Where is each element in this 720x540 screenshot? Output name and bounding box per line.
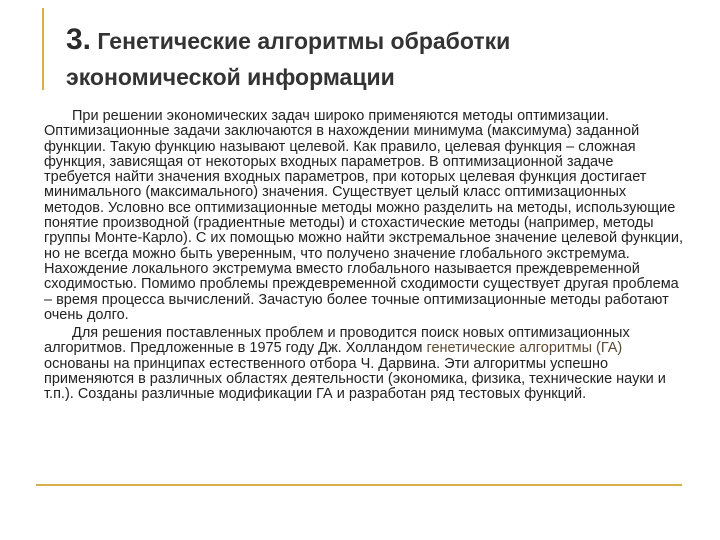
- bottom-accent-line: [36, 484, 682, 486]
- paragraph-1: При решении экономических задач широко применяются методы оптимизации. Оптимизационные задачи заключаются в нахождении минимума (максимума) заданной функции. Такую функцию называют целевой. Как правило, целевая функция – сложная функция, зависящая от некоторых входных параметров. В оптимизационной задаче требуется найти значения входных параметров, при которых целевая функция достигает минимального (максимального) значения. Существует целый класс оптимизационных методов. Условно все оптимизационные методы можно разделить на методы, использующие понятие производной (градиентные методы) и стохастические методы (например, методы группы Монте-Карло). С их помощью можно найти экстремальное значение целевой функции, но не всегда можно быть уверенным, что получено значение глобального экстремума. Нахождение локального экстремума вместо глобального называется преждевременной сходимостью. Помимо проблемы преждевременной сходимости существует другая проблема – время процесса вычислений. Зачастую более точные оптимизационные методы работают очень долго.: [44, 108, 683, 323]
- title-accent-vertical-line: [42, 8, 44, 90]
- slide-body: [44, 109, 684, 403]
- paragraph-2-highlight: генетические алгоритмы (ГА): [426, 340, 623, 357]
- title-number: 3.: [66, 23, 92, 56]
- title-text: Генетические алгоритмы обработки экономической информации: [66, 28, 511, 90]
- paragraph-2-end: основаны на принципах естественного отбора Ч. Дарвина. Эти алгоритмы успешно применяются в различных областях деятельности (экономика, физика, технические науки и т.п.). Созданы различные модификации ГА и разработан ряд тестовых функций.: [44, 355, 666, 403]
- slide-title: [66, 22, 686, 95]
- paragraph-2: [44, 326, 684, 402]
- paragraph-2-start: Для решения поставленных проблем и проводится поиск новых оптимизационных алгоритмов. Предложенные в 1975 году Дж. Холландом: [44, 325, 630, 357]
